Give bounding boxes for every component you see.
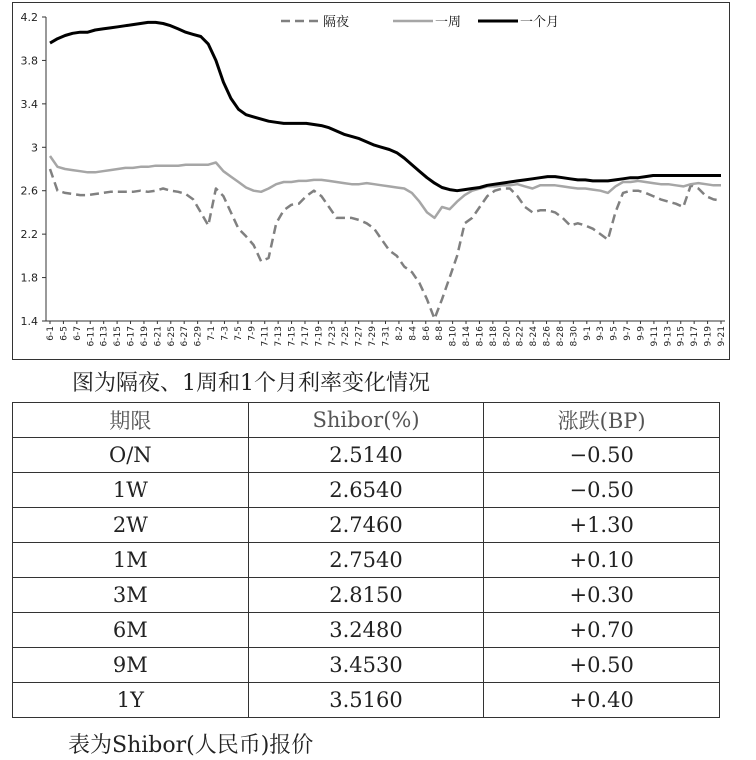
y-tick-label: 3.8 — [20, 54, 38, 68]
x-tick-label: 8-26 — [542, 326, 553, 347]
x-tick-label: 7-15 — [287, 326, 298, 347]
term-cell: 1M — [13, 543, 249, 578]
y-tick-label: 3.4 — [20, 97, 38, 111]
x-tick-label: 8-22 — [515, 326, 526, 347]
x-tick-label: 9-17 — [690, 326, 701, 347]
x-tick-label: 8-14 — [462, 326, 473, 347]
rate-cell: 3.4530 — [248, 648, 484, 683]
x-tick-label: 9-13 — [663, 326, 674, 347]
rate-cell: 3.5160 — [248, 683, 484, 718]
x-tick-label: 9-19 — [703, 326, 714, 347]
x-tick-label: 6-13 — [99, 326, 110, 347]
x-tick-label: 7-9 — [247, 326, 258, 341]
table-header-row — [13, 403, 720, 438]
change-cell: −0.50 — [484, 473, 720, 508]
column-header-change: 涨跌(BP) — [484, 403, 720, 438]
legend-label: 一周 — [435, 15, 462, 30]
x-tick-label: 7-27 — [354, 326, 365, 347]
y-tick-label: 1.4 — [20, 315, 38, 328]
x-tick-label: 8-10 — [448, 326, 459, 347]
series-line-0 — [50, 169, 721, 319]
x-tick-label: 6-11 — [86, 326, 97, 347]
x-tick-label: 6-29 — [193, 326, 204, 347]
x-tick-label: 9-3 — [596, 326, 607, 341]
change-cell: +0.50 — [484, 648, 720, 683]
x-tick-label: 8-2 — [394, 326, 405, 341]
column-header-rate: Shibor(%) — [248, 403, 484, 438]
rate-chart — [12, 2, 730, 360]
x-tick-label: 7-23 — [327, 326, 338, 347]
change-cell: +0.30 — [484, 578, 720, 613]
rate-cell: 2.6540 — [248, 473, 484, 508]
term-cell: 1Y — [13, 683, 249, 718]
x-tick-label: 6-1 — [46, 326, 56, 341]
x-tick-label: 8-20 — [502, 326, 513, 347]
change-cell: +0.40 — [484, 683, 720, 718]
x-tick-label: 9-5 — [609, 326, 620, 341]
x-tick-label: 6-15 — [113, 326, 124, 347]
y-tick-label: 1.8 — [20, 271, 38, 285]
rate-chart-svg — [13, 3, 729, 359]
x-tick-label: 9-21 — [717, 326, 727, 347]
chart-caption: 图为隔夜、1周和1个月利率变化情况 — [72, 371, 430, 396]
x-tick-label: 6-17 — [126, 326, 137, 347]
x-tick-label: 7-5 — [233, 326, 244, 341]
x-tick-label: 7-3 — [220, 326, 231, 341]
x-tick-label: 7-29 — [368, 326, 379, 347]
x-tick-label: 9-15 — [676, 326, 687, 347]
y-tick-label: 3 — [31, 141, 38, 155]
x-tick-label: 6-27 — [180, 326, 191, 347]
x-tick-label: 8-6 — [421, 326, 432, 341]
table-row — [13, 683, 720, 718]
shibor-table — [12, 402, 720, 718]
term-cell: O/N — [13, 438, 249, 473]
rate-cell: 2.5140 — [248, 438, 484, 473]
rate-cell: 2.7460 — [248, 508, 484, 543]
x-tick-label: 7-17 — [300, 326, 311, 347]
x-tick-label: 7-31 — [381, 326, 392, 347]
rate-cell: 2.7540 — [248, 543, 484, 578]
x-tick-label: 6-19 — [139, 326, 150, 347]
legend-label: 隔夜 — [323, 15, 350, 30]
change-cell: +0.10 — [484, 543, 720, 578]
x-tick-label: 6-7 — [72, 326, 83, 341]
table-row — [13, 438, 720, 473]
term-cell: 9M — [13, 648, 249, 683]
legend-label: 一个月 — [520, 15, 560, 30]
x-tick-label: 9-11 — [649, 326, 660, 347]
x-tick-label: 7-13 — [274, 326, 285, 347]
term-cell: 3M — [13, 578, 249, 613]
table-row — [13, 543, 720, 578]
series-line-1 — [50, 156, 721, 218]
x-tick-label: 8-28 — [555, 326, 566, 347]
rate-cell: 2.8150 — [248, 578, 484, 613]
x-tick-label: 9-1 — [582, 326, 593, 341]
x-tick-label: 6-5 — [59, 326, 70, 341]
term-cell: 2W — [13, 508, 249, 543]
x-tick-label: 6-21 — [153, 326, 164, 347]
x-tick-label: 9-7 — [623, 326, 634, 341]
rate-cell: 3.2480 — [248, 613, 484, 648]
term-cell: 6M — [13, 613, 249, 648]
term-cell: 1W — [13, 473, 249, 508]
table-row — [13, 473, 720, 508]
column-header-term: 期限 — [13, 403, 249, 438]
x-tick-label: 7-25 — [341, 326, 352, 347]
x-tick-label: 7-1 — [207, 326, 218, 341]
x-tick-label: 8-4 — [408, 326, 419, 341]
x-tick-label: 7-19 — [314, 326, 325, 347]
x-tick-label: 6-25 — [166, 326, 177, 347]
table-row — [13, 613, 720, 648]
x-tick-label: 7-11 — [260, 326, 271, 347]
y-tick-label: 4.2 — [20, 11, 38, 24]
table-row — [13, 578, 720, 613]
x-tick-label: 8-16 — [475, 326, 486, 347]
table-caption: 表为Shibor(人民币)报价 — [68, 733, 314, 758]
x-tick-label: 8-24 — [529, 326, 540, 347]
x-tick-label: 8-8 — [435, 326, 446, 341]
change-cell: +0.70 — [484, 613, 720, 648]
table-row — [13, 648, 720, 683]
y-tick-label: 2.6 — [20, 184, 38, 198]
x-tick-label: 9-9 — [636, 326, 647, 341]
table-row — [13, 508, 720, 543]
change-cell: +1.30 — [484, 508, 720, 543]
x-tick-label: 8-18 — [488, 326, 499, 347]
change-cell: −0.50 — [484, 438, 720, 473]
y-tick-label: 2.2 — [20, 228, 38, 242]
x-tick-label: 8-30 — [569, 326, 580, 347]
